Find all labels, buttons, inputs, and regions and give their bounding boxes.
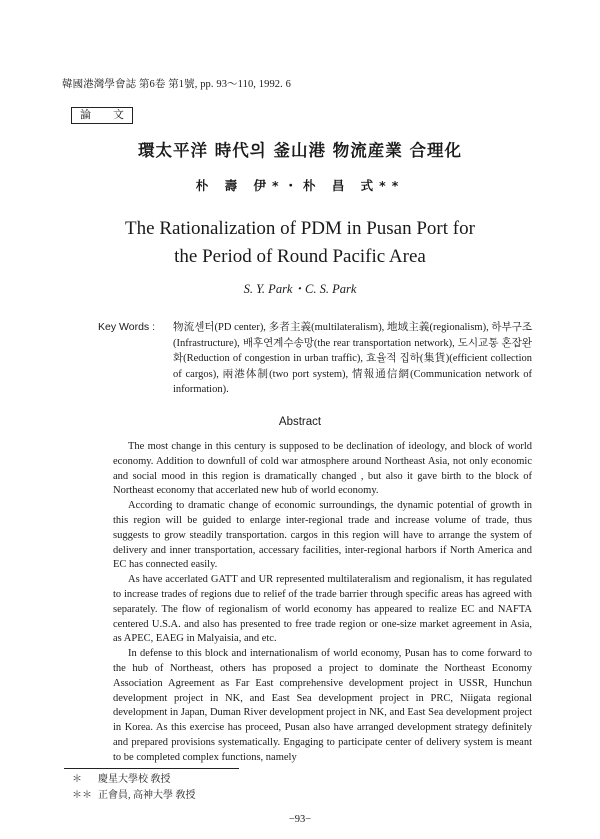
keywords-block — [98, 320, 532, 398]
english-title-line-1: The Rationalization of PDM in Pusan Port for — [125, 218, 475, 239]
footnotes — [72, 772, 196, 804]
footnote-divider — [64, 768, 239, 769]
korean-title: 環太平洋 時代의 釜山港 物流産業 合理化 — [138, 141, 462, 160]
footnote-1 — [72, 772, 196, 788]
english-title — [0, 215, 600, 271]
korean-authors: 朴 壽 伊*・朴 昌 式** — [195, 178, 405, 193]
footnote-text: 慶星大學校 敎授 — [98, 774, 171, 785]
abstract-paragraph: In defense to this block and internationalism of world economy, Pusan has to come forward to the hub of Northeast, others has proposed a project to dominate the Northeast Economy Association Agreement as Far East comprehensive development project in USSR, Hunchun development project in NK, and East Sea development project in PRC, Niigata regional development in Japan, Duman River development project in NK, and East Sea development project in Korea. As this exercise has proceed, Pusan also have arranged development strategy definitely and prepared provisions systematically. Engaging to participate center of delivery system is meant to be completed complex functions, namely — [113, 648, 532, 763]
english-authors: S. Y. Park・C. S. Park — [243, 282, 357, 296]
abstract-paragraph: According to dramatic change of economic surroundings, the dynamic potential of growth in this region will be guided to enlarge inter-regional trade and increase volume of trade, thus suggests to grow steadily transportation. cargos in this region will have to arrange the system of delivery and inner transportation, accessary facilities, inter-regional harbors if North America and EC has connected easily. — [113, 500, 532, 571]
section-label-char-1: 論 — [80, 109, 91, 121]
journal-citation: 韓國港灣學會誌 第6卷 第1號, pp. 93～110, 1992. 6 — [62, 79, 291, 90]
footnote-text: 正會員, 高神大學 敎授 — [98, 790, 196, 801]
abstract-heading: Abstract — [278, 416, 322, 428]
english-title-line-2: the Period of Round Pacific Area — [174, 246, 426, 267]
footnote-2 — [72, 788, 196, 804]
abstract-paragraph: As have accerlated GATT and UR represented multilateralism and regionalism, it has regulated to increase trades of regions due to relief of the trade barrier through specific areas has agreed with separately. The flow of regionalism of world economy has appeared to realize EC and NAFTA centered U.S.A. and also has presented to free trade region or one-size market agreement in Asia, as APEC, EAEG in Malyaisia, and etc. — [113, 574, 532, 645]
abstract-paragraph: The most change in this century is supposed to be declination of ideology, and block of world economy. Addition to downfull of cold war atmosphere around Northeast Asia, not only economic and social mood in this region is dramatically changed , but also it gave birth to the block of Northeast economy that accerlated new hub of world economy. — [113, 441, 532, 497]
page-number: −93− — [288, 814, 312, 825]
keywords-label: Key Words : — [98, 321, 155, 333]
section-label-box — [71, 107, 133, 124]
footnote-mark: ＊＊ — [72, 790, 92, 801]
abstract-body — [113, 440, 532, 766]
keywords-text: 物流센터(PD center), 多者主義(multilateralism), 地域主義(regionalism), 하부구조(Infrastructure), 배후연계수송망(the rear transportation network), 도시교통 혼잡완화(Reduction of congestion in urban traffic), 효율적 집하(集貨)(efficient collection of cargos), 兩港体制(two port system), 情報通信網(Communication network of information). — [173, 322, 532, 395]
section-label-char-2: 文 — [113, 109, 124, 121]
footnote-mark: ＊ — [72, 774, 82, 785]
